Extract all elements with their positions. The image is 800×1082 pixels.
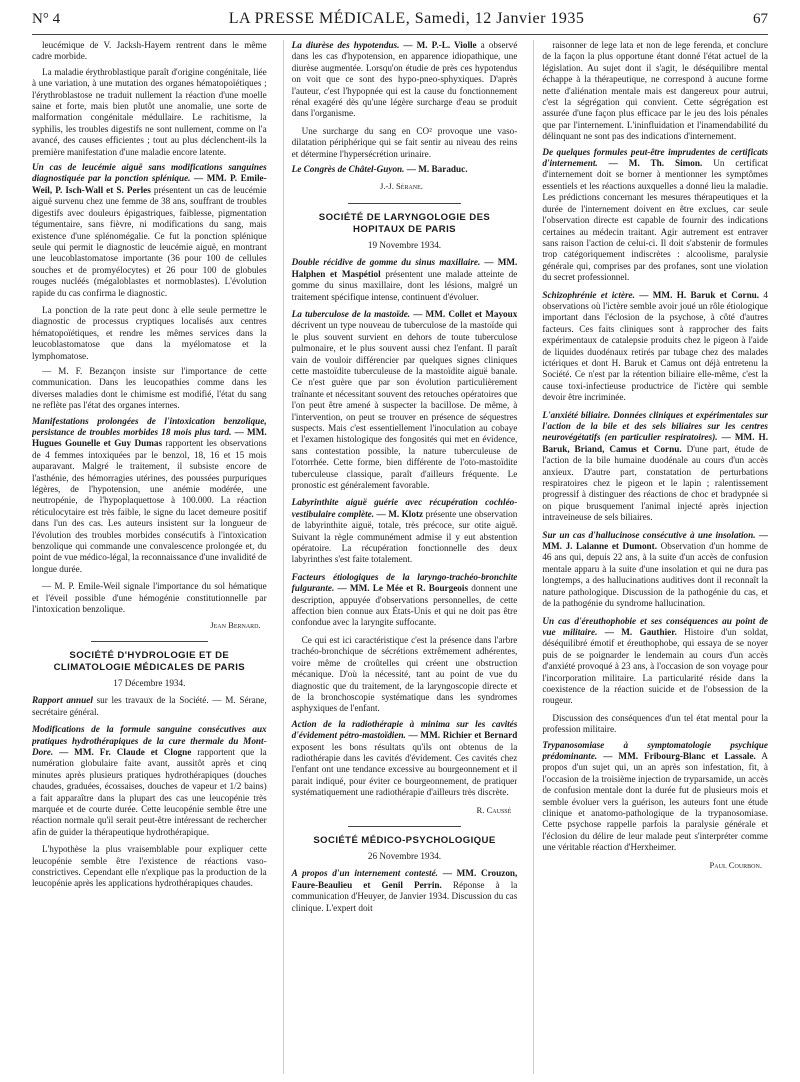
entry-authors: — M. Baraduc.	[406, 164, 468, 175]
entry-text: Histoire d'un soldat, déséquilibré émotif et éreuthophobe, qui essaya de se noyer puis de se poignarder le lendemain au cours d'un accès d'anxiété provoqué à 23 ans, à l'occasion de son voyage pour l'incorporation militaire. La particularité réside dans la coexistence de la réaction suicide et de l'obsession de la rougeur.	[542, 626, 768, 706]
entry-text: Un certificat d'internement doit se borner à mentionner les symptômes essentiels et les réactions auxquelles a donné lieu la maladie. Les prédictions concernant les mesures thérapeutiques et la durée de l'internement doivent en être exclues, car seule l'observation directe est capable de fournir des indications certaines au médecin traitant. Agir autrement est entraver sans raison l'action de celui-ci. Il doit s'abstenir de formules trop catégoriquement indiscrètes : alcoolisme, paralysie générale qui, comprises par des profanes, sont une violation du secret professionnel.	[542, 158, 768, 283]
entry-authors: — MM. Fribourg-Blanc et Lassale.	[603, 750, 756, 761]
column-3	[533, 40, 768, 1074]
entry-text: présentent une malade atteinte de gomme du sinus maxillaire, dont les lésions, malgré un traitement spécifique intense, continuent d'évoluer.	[291, 268, 518, 302]
paragraph: Ce qui est ici caractéristique c'est la présence dans l'arbre trachéo-bronchique de sécrétions extrêmement adhérentes, voire même de croûtelles qui créent une obstruction mécanique. D'où la nécessité, tant au point de vue du diagnostic que du traitement, de la laryngoscopie directe et de la bronchoscopie systématique dans les syndromes asphyxiques de l'enfant.	[291, 634, 518, 714]
entry-authors: — MM. Richier et Bernard	[408, 730, 518, 741]
communication-entry	[542, 740, 768, 854]
communication-entry	[542, 530, 768, 610]
communication-entry	[32, 416, 267, 576]
article-columns	[32, 40, 768, 1074]
entry-authors: — MM. Crouzon, Faure-Beaulieu et Genil Perrin.	[291, 868, 518, 890]
entry-title: La tuberculose de la mastoïde.	[291, 308, 411, 319]
section-divider	[91, 641, 208, 642]
entry-title: Trypanosomiase à symptomatologie psychique prédominante.	[542, 739, 768, 761]
communication-entry	[292, 309, 518, 492]
entry-text: Réponse à la communication d'Heuyer, de Janvier 1934. Discussion du cas clinique. L'expert doit	[291, 879, 518, 913]
entry-title: Double récidive de gomme du sinus maxillaire.	[291, 257, 481, 268]
paragraph: L'hypothèse la plus vraisemblable pour expliquer cette leucopénie semble être l'existence de réactions vaso-constrictives. Cependant elle n'explique pas la production de la leucopénie après les applications hydrothérapiques chaudes.	[32, 844, 267, 889]
entry-title: Modifications de la formule sanguine consécutives aux pratiques hydrothérapiques de la cure thermale du Mont-Dore.	[32, 724, 267, 757]
paragraph: Une surcharge du sang en CO² provoque une vaso-dilatation périphérique qui se fait sentir au niveau des reins et détermine l'hypersécrétion urinaire.	[291, 125, 518, 159]
section-heading: SOCIÉTÉ MÉDICO-PSYCHOLOGIQUE	[313, 834, 496, 846]
entry-authors: — M. Th. Simon.	[608, 158, 703, 169]
entry-title: Le Congrès de Châtel-Guyon.	[291, 164, 405, 175]
signature: J.-J. Sérane.	[380, 181, 423, 192]
section-divider	[348, 826, 461, 827]
entry-title: Facteurs étiologiques de la laryngo-trachéo-bronchite fulgurante.	[291, 571, 518, 594]
section-heading: SOCIÉTÉ D'HYDROLOGIE ET DE CLIMATOLOGIE MÉDICALES DE PARIS	[53, 649, 246, 673]
communication-entry	[32, 162, 267, 299]
signature: R. Caussé	[476, 804, 512, 815]
entry-text: 4 observations où l'ictère semble avoir joué un rôle étiologique important dans l'éclosion de la psychose, à côté d'autres facteurs. Ces faits cliniques sont à rapprocher des faits expérimentaux de catalepsie produits chez le pigeon à l'aide de liquides duodénaux retirés par tubage chez des malades ictériques et dont H. Baruk et Camus ont déjà entretenu la Société. Ce n'est par la rétention biliaire elle-même, c'est la cause toxi-infectieuse productrice de l'ictère qui semble devoir être incriminée.	[542, 289, 768, 403]
entry-authors: — MM. Hugues Gounelle et Guy Dumas	[32, 427, 267, 449]
entry-title: L'anxiété biliaire. Données cliniques et expérimentales sur l'action de la bile et des sels biliaires sur les centres neurovégétatifs (en particulier respiratoires).	[542, 409, 768, 443]
discussion-paragraph	[32, 366, 267, 412]
entry-authors: — MM. Collet et Mayoux	[413, 308, 518, 319]
entry-text: D'une part, étude de l'action de la bile humaine duodénale au cours d'un accès anxieux. D'autre part, constatation de perturbations respiratoires chez le pigeon et le lapin ; ralentissement progressif à distinguer des réactions de choc et bradypnée si on pique brusquement l'animal injecté après injection intraveineuse de sels biliaires.	[542, 443, 768, 523]
entry-title: Schizophrénie et ictère.	[542, 289, 635, 300]
entry-title: Rapport annuel	[32, 695, 93, 706]
paragraph: raisonner de lege lata et non de lege ferenda, et conclure de la façon la plus opportune étant donné l'état actuel de la législation. Au sujet dont il s'agit, le déséquilibre mental échappe à la thérapeutique, ne correspond à aucune forme nette d'aliénation mentale mais est dangereux pour autrui, c'est la ségrégation qui convient. Cette ségrégation est assurée d'une façon plus efficace par le jeu des lois pénales que par l'internement. L'ininfluidation et l'inamendabilité du délinquant ne sont pas des indications d'internement.	[542, 40, 768, 142]
section-date: 19 Novembre 1934.	[367, 239, 442, 250]
page-header	[32, 10, 768, 34]
entry-text: Observation d'un homme de 46 ans qui, depuis 22 ans, à la suite d'un accès de confusion mentale apparu à la suite d'une insolation et qui ne dura pas longtemps, a des hallucinations auditives dont il reconnaît la nature pathologique. Discussion de la pathogénie du cas, et de la pathogénie du syndrome hallucination.	[542, 541, 768, 609]
section-divider	[348, 203, 461, 204]
entry-authors: — MM. Halphen et Maspétiol	[291, 257, 518, 279]
communication-entry	[292, 257, 518, 303]
communication-entry	[292, 497, 518, 565]
entry-title: La diurèse des hypotendus.	[291, 40, 400, 50]
entry-authors: — MM. Fr. Claude et Clogne	[59, 746, 192, 757]
entry-authors: — MM. J. Lalanne et Dumont.	[542, 529, 768, 552]
entry-title: Un cas de leucémie aiguë sans modifications sanguines diagnostiquée par la ponction splénique.	[32, 162, 267, 184]
communication-entry	[292, 572, 518, 629]
issue-number: N° 4	[32, 11, 61, 27]
entry-authors: — MM. H. Baruk, Briand, Camus et Cornu.	[542, 432, 768, 454]
column-2	[283, 40, 518, 1074]
entry-text: rapportent les observations de 4 femmes intoxiquées par le benzol, 18, 16 et 15 mois auparavant. Malgré le traitement, il subsiste encore de l'asthénie, des hémorragies utérines, des poussées purpuriques légères, de l'hypotension, une anémie modérée, une neutropénie, de l'hypoplaquettose à 100.000. La réaction réticulocytaire est très faible, le signe du lacet demeure positif dans l'un des cas. Les auteurs insistent sur la longueur de l'évolution des troubles morbides consécutifs à l'intoxication benzolique qui commande une convalescence prolongée et, du point de vue médico-légal, la reconnaissance d'une invalidité de longue durée.	[32, 438, 267, 574]
entry-title: Manifestations prolongées de l'intoxication benzolique, persistance de troubles morbides 18 mois plus tard.	[32, 415, 267, 437]
entry-title: Sur un cas d'hallucinose consécutive à une insolation.	[542, 529, 756, 540]
entry-text: A propos d'un sujet qui, un an après son infestation, fit, à l'occasion de la troisième injection de tryparsamide, un accès de confusion mentale dont la durée fut de plusieurs mois et semble évoluer vers la guérison, les auteurs font une étude clinique et anatomo-pathologique de la trypanosomiase. Cette psychose rappelle parfois la paralysie générale et l'éclosion du délire de leur malade peut s'interpréter comme une véritable réaction d'Herxheimer.	[542, 750, 768, 853]
entry-authors: — MM. P. Emile-Weil, P. Isch-Wall et S. Perles	[32, 173, 267, 195]
communication-entry	[32, 724, 267, 838]
communication-entry	[542, 290, 768, 404]
entry-text: a observé dans les cas d'hypotension, en apparence idiopathique, une diurèse augmentée. Lorsqu'on étudie de près ces hypotendus on voit que ce sont des hypo-pneo-sphyxiques. D'après l'auteur, c'est l'hypopnée qui est la cause du fonctionnement rénal exagéré dès qu'une légère surcharge d'eau se produit dans l'organisme.	[291, 40, 518, 119]
communication-entry	[542, 410, 768, 524]
entry-text: insiste sur l'importance de cette communication. Dans les leucopathies comme dans les diverses maladies dont le chimisme est modifié, l'état du sang ne reflète pas l'état des organes internes.	[32, 365, 267, 411]
section-heading: SOCIÉTÉ DE LARYNGOLOGIE DES HOPITAUX DE PARIS	[318, 211, 491, 235]
entry-authors: — M. P. Emile-Weil	[42, 581, 121, 592]
entry-text: décrivent un type nouveau de tuberculose de la mastoïde qui le plus souvent survient en dehors de toute tuberculose pulmonaire, et le plus souvent aussi chez l'enfant. Il paraît vain de vouloir différencier par quelques signes cliniques cette mastoïdite tuberculeuse de la mastoïdite aiguë banale. Ce n'est guère que par son évolution particulièrement traînante et nécessitant souvent des retouches opératoires que l'on peut être amené à suspecter la bacillose. De même, à l'intervention, on peut se trouver en présence de séquestres suspects. Mais c'est essentiellement l'inoculation au cobaye et l'examen histologique des fongosités qui met en évidence, sans contestation possible, la nature tuberculeuse de l'otorrhée. Cette forme, bien différente de l'oto-mastoïdite tuberculeuse classique, paraît d'ailleurs fréquente. Le pronostic est généralement favorable.	[291, 320, 518, 490]
signature: Jean Bernard.	[210, 619, 261, 630]
paragraph: leucémique de V. Jacksh-Hayem rentrent dans le même cadre morbide.	[32, 40, 267, 62]
journal-title: LA PRESSE MÉDICALE, Samedi, 12 Janvier 1935	[228, 10, 585, 27]
paragraph: La maladie érythroblastique paraît d'origine congénitale, liée à une variation, à une mutation des organes hématopoïétiques ; l'érythroblastose ne traduit nullement la réaction d'une moelle saine et forte, mais bien plutôt une anomalie, une sorte de malformation congénitale médullaire. Le rachitisme, la syphilis, les troubles digestifs ne sont nullement, comme on l'a avancé, des causes efficientes ; tout au plus déclenchent-ils la première manifestation d'une maladie encore latente.	[32, 66, 267, 157]
page-number: 67	[753, 11, 768, 27]
entry-text: présente une observation de labyrinthite aiguë, totale, très précoce, sur otite aiguë. Suivant la règle communément admise il y eut abstention opératoire. La récupération fonctionnelle des deux labyrinthes s'est faite totalement.	[291, 508, 518, 565]
communication-entry	[292, 164, 518, 175]
entry-text: exposent les bons résultats qu'ils ont obtenus de la radiothérapie dans les cavités d'évidement. Ces cavités chez l'enfant ont une tendance excessive au bourgeonnement et il parait indiqué, pour éviter ce bourgeonnement, de pratiquer systématiquement une radiothérapie d'ailleurs très discrète.	[291, 741, 518, 798]
section-date: 26 Novembre 1934.	[367, 850, 442, 861]
communication-entry	[32, 695, 267, 718]
entry-title: De quelques formules peut-être imprudentes de certificats d'internement.	[542, 146, 768, 169]
entry-title: Un cas d'éreuthophobie et ses conséquences au point de vue militaire.	[542, 615, 768, 637]
entry-title: Labyrinthite aiguë guérie avec récupération cochléo-vestibulaire complète.	[291, 497, 518, 519]
paragraph: Discussion des conséquences d'un tel état mental pour la profession militaire.	[542, 712, 768, 735]
entry-text: présentent un cas de leucémie aiguë survenu chez une femme de 38 ans, souffrant de troubles digestifs avec douleurs épigastriques, faiblesse, pigmentation tégumentaire, sans fièvre, ni modifications du sang, mais existence d'une splénomégalie. Ce fut la ponction splénique seule qui permit le diagnostic de leucémie aiguë, en montrant une leucoblastomatose importante (36 pour 100 de cellules souches et de promyélocytes) et 26 pour 100 de globules rouges nucléés (mégaloblastes et normoblastes). L'évolution rapide du cas confirma le diagnostic.	[32, 184, 267, 298]
communication-entry	[292, 40, 518, 120]
communication-entry	[542, 616, 768, 707]
entry-authors: — M. Klotz	[376, 508, 424, 519]
entry-authors: — M. Gauthier.	[604, 626, 677, 637]
entry-text: rapportent que la numération globulaire faite avant, aussitôt après et cinq minutes après plusieurs pratiques hydrothérapiques (douches chaudes, graduées, écossaises, douches de vapeur et 1/2 bains) a fait apparaître dans la plupart des cas une leucopénie très marquée et de courte durée. Cette leucopénie semble être une réaction normale qu'il serait peut-être intéressant de rechercher afin de guider la thérapeutique hydrothérapique.	[32, 746, 267, 837]
header-rule	[32, 34, 768, 35]
entry-title: Action de la radiothérapie à minima sur les cavités d'évidement pétro-mastoïdien.	[291, 718, 518, 741]
column-1	[32, 40, 267, 1074]
paragraph: La ponction de la rate peut donc à elle seule permettre le diagnostic de processus cryptiques localisés aux centres hématopoïétiques, et rendre les mêmes services dans la leucoblastomatose que dans la myélomatose et la lymphomatose.	[32, 304, 267, 361]
entry-text: sur les travaux de la Société. — M. Sérane, secrétaire général.	[32, 695, 267, 717]
entry-authors: — M. F. Bezançon	[42, 365, 126, 376]
communication-entry	[542, 147, 768, 284]
communication-entry	[292, 719, 518, 799]
communication-entry	[292, 868, 518, 914]
entry-authors: — MM. H. Baruk et Cornu.	[639, 289, 760, 300]
signature: Paul Courbon.	[709, 859, 762, 870]
discussion-paragraph	[32, 581, 267, 615]
entry-authors: — MM. Le Mée et R. Bourgeois	[337, 583, 469, 594]
entry-title: A propos d'un internement contesté.	[291, 868, 438, 879]
entry-text: donnent une description, appuyée d'observations personnelles, de cette affection bien connue aux États-Unis et qui ne doit pas être confondue avec la laryngite suffocante.	[291, 583, 518, 628]
entry-text: signale l'importance du sol hématique et l'éveil possible d'une hémogénie constitutionnelle par l'intoxication benzolique.	[32, 581, 267, 615]
entry-authors: — M. P.-L. Violle	[403, 40, 477, 50]
section-date: 17 Décembre 1934.	[113, 677, 186, 688]
